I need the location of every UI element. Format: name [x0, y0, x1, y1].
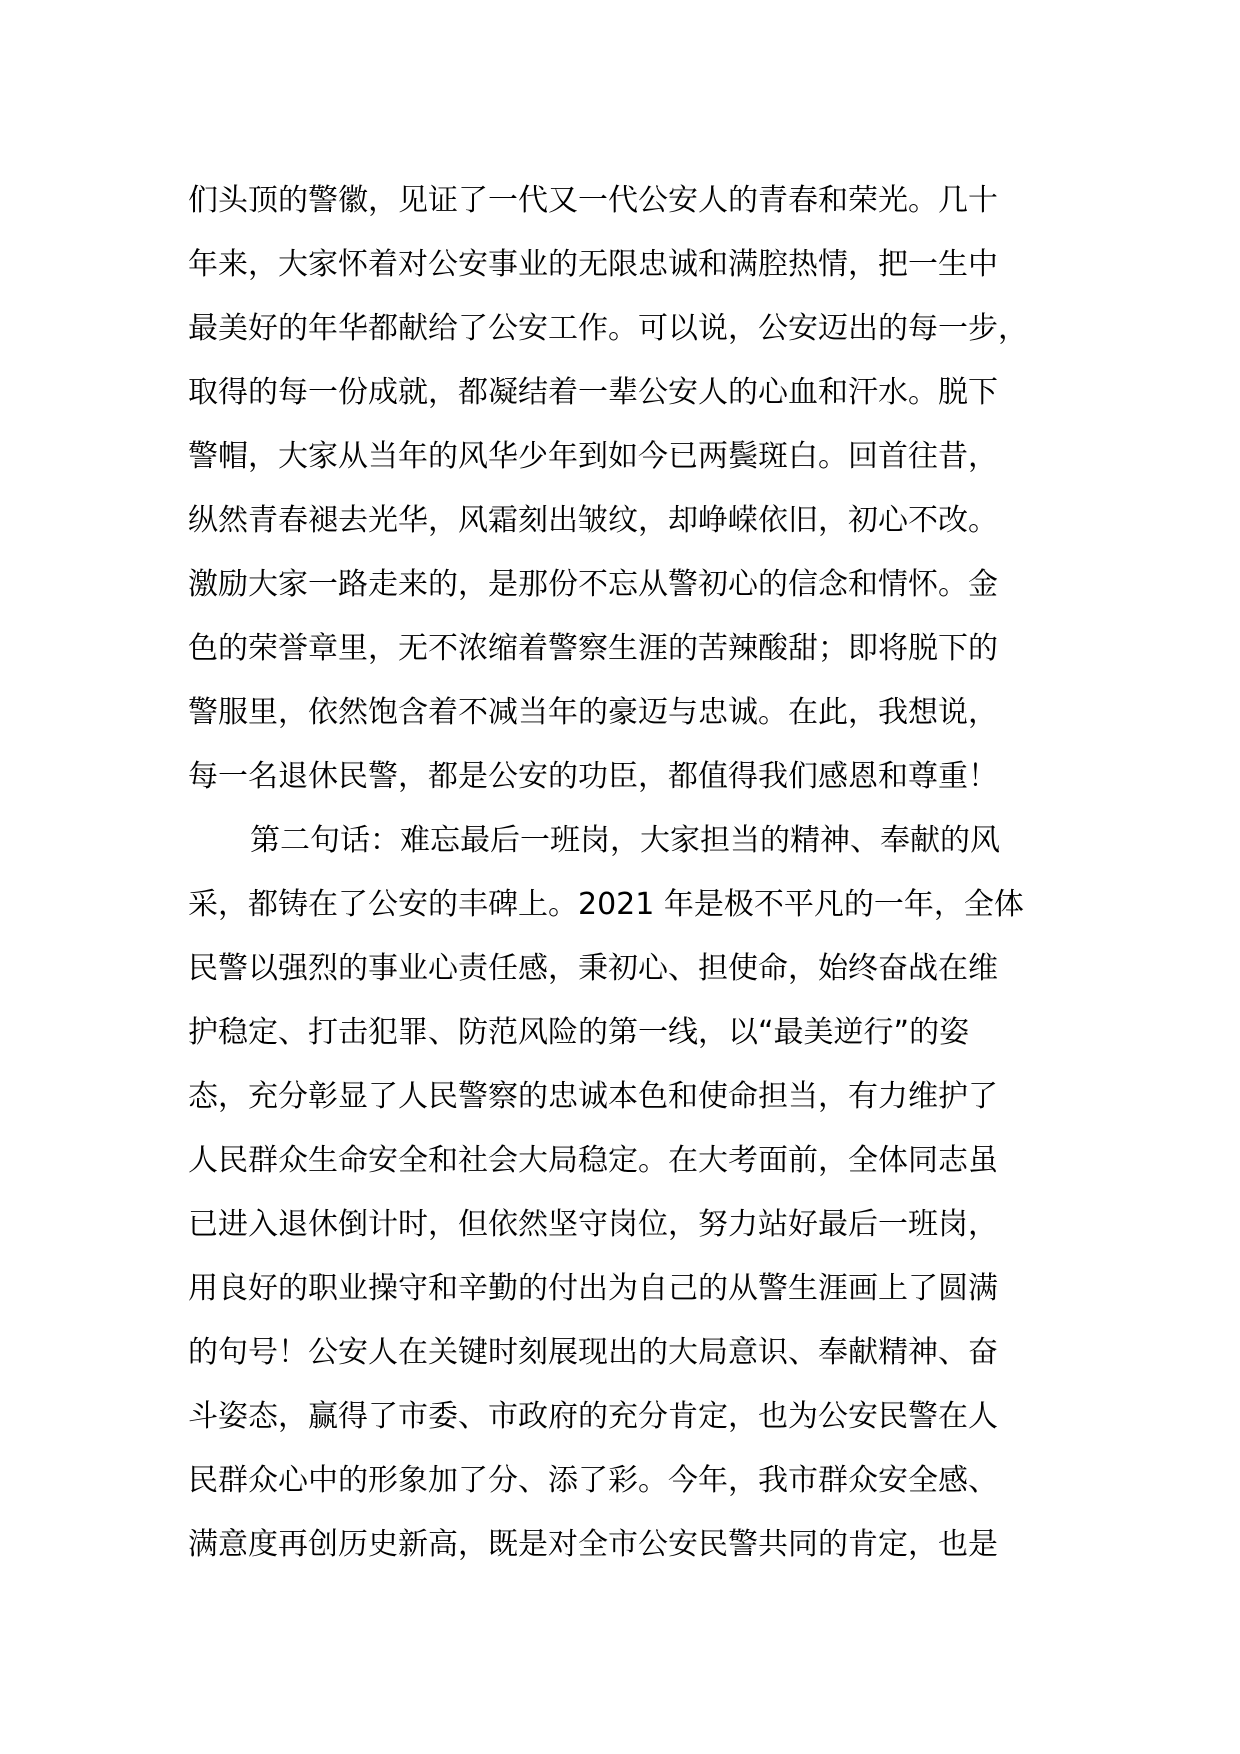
- text-line: 纵然青春褪去光华，风霜刻出皱纹，却峥嵘依旧，初心不改。: [188, 503, 998, 538]
- text-line: 民警以强烈的事业心责任感，秉初心、担使命，始终奋战在维: [188, 951, 998, 986]
- text-line: 年来，大家怀着对公安事业的无限忠诚和满腔热情，把一生中: [188, 247, 998, 282]
- text-line: 每一名退休民警，都是公安的功臣，都值得我们感恩和尊重！: [188, 759, 998, 794]
- text-line: 斗姿态，赢得了市委、市政府的充分肯定，也为公安民警在人: [188, 1399, 998, 1434]
- text-line: 用良好的职业操守和辛勤的付出为自己的从警生涯画上了圆满: [188, 1271, 998, 1306]
- text-line: 色的荣誉章里，无不浓缩着警察生涯的苦辣酸甜；即将脱下的: [188, 631, 998, 666]
- text-line: 护稳定、打击犯罪、防范风险的第一线，以“最美逆行”的姿: [188, 1015, 970, 1050]
- text-line: 们头顶的警徽，见证了一代又一代公安人的青春和荣光。几十: [188, 183, 998, 218]
- text-line: 人民群众生命安全和社会大局稳定。在大考面前，全体同志虽: [188, 1143, 998, 1178]
- text-line: 态，充分彰显了人民警察的忠诚本色和使命担当，有力维护了: [188, 1079, 998, 1114]
- text-line: 警服里，依然饱含着不减当年的豪迈与忠诚。在此，我想说，: [188, 695, 998, 730]
- text-line: 民群众心中的形象加了分、添了彩。今年，我市群众安全感、: [188, 1463, 998, 1498]
- text-line: 已进入退休倒计时，但依然坚守岗位，努力站好最后一班岗，: [188, 1207, 998, 1242]
- text-line: 激励大家一路走来的，是那份不忘从警初心的信念和情怀。金: [188, 567, 998, 602]
- body-text: [188, 169, 1068, 1577]
- text-line: 取得的每一份成就，都凝结着一辈公安人的心血和汗水。脱下: [188, 375, 998, 410]
- paragraph-start-line: 第二句话：难忘最后一班岗，大家担当的精神、奉献的风: [250, 823, 1000, 858]
- text-line: 的句号！公安人在关键时刻展现出的大局意识、奉献精神、奋: [188, 1335, 998, 1370]
- text-line: 采，都铸在了公安的丰碑上。2021 年是极不平凡的一年，全体: [188, 887, 1024, 922]
- text-line: 满意度再创历史新高，既是对全市公安民警共同的肯定，也是: [188, 1527, 998, 1562]
- text-line: 最美好的年华都献给了公安工作。可以说，公安迈出的每一步，: [188, 311, 1028, 346]
- text-line: 警帽，大家从当年的风华少年到如今已两鬓斑白。回首往昔，: [188, 439, 998, 474]
